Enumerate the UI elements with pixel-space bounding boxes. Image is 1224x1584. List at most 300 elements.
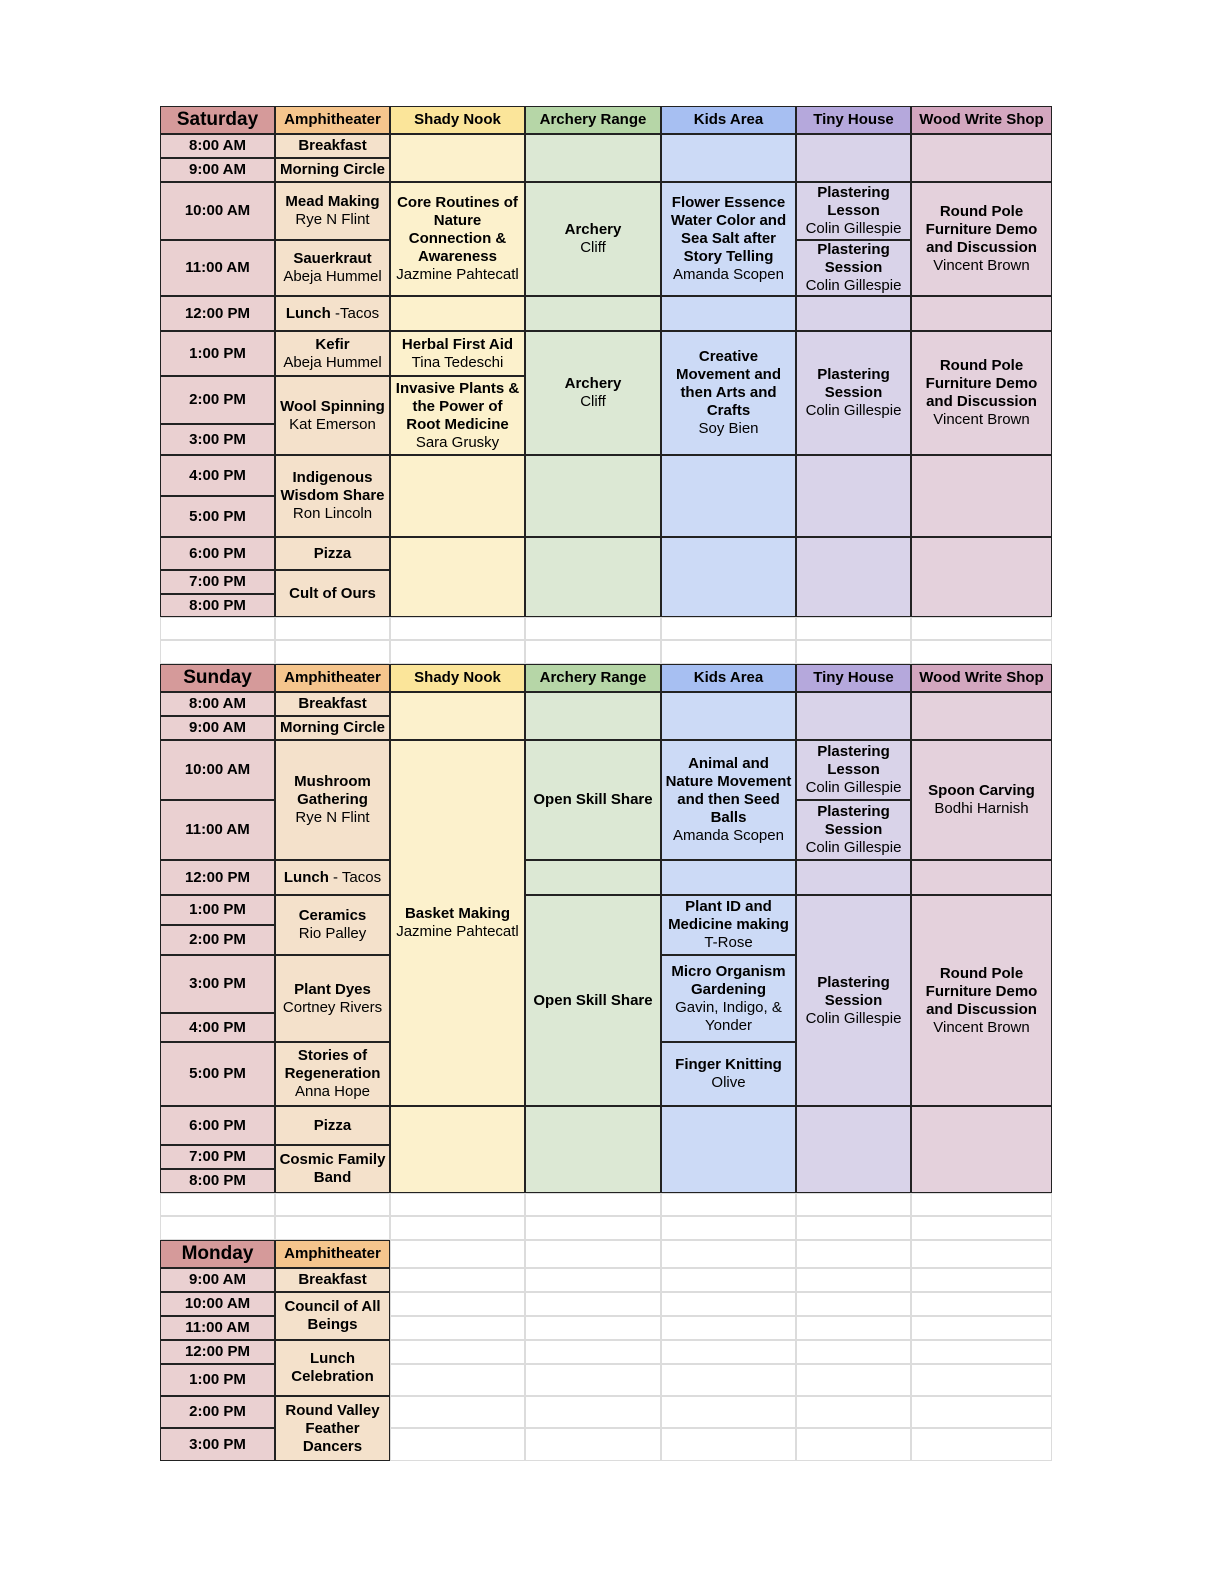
time-cell [160,895,275,925]
time-cell-label: 10:00 AM [184,202,251,219]
time-cell-label: 7:00 PM [189,573,246,590]
blank-cell [796,1428,911,1461]
blank-cell [525,1268,661,1292]
blank-cell [911,640,1052,664]
blank-cell [390,1216,525,1240]
event-presenter: Jazmine Pahtecatl [396,266,519,283]
blank-cell [525,640,661,664]
time-cell [160,1145,275,1169]
event-sat-wood-pm [911,331,1052,455]
event-sun-wood-spoon [911,740,1052,860]
event-title [279,773,386,809]
venue-header-kids-area-label: Kids Area [693,669,764,686]
time-cell [160,1292,275,1316]
empty-slot [661,537,796,617]
event-presenter: Cortney Rivers [282,998,383,1016]
time-cell-label: 4:00 PM [189,466,246,484]
time-cell [160,376,275,424]
time-cell-label: 4:00 PM [189,1018,246,1036]
blank-cell [661,1216,796,1240]
venue-header-wood-write-shop-label: Wood Write Shop [919,669,1044,686]
time-cell [160,692,275,716]
blank-cell [525,1396,661,1428]
time-cell [160,925,275,955]
event-title-text: Spoon Carving [928,782,1035,799]
time-cell-label: 2:00 PM [189,391,246,408]
event-sun-amph-breakfast [275,692,390,716]
event-sun-kids-micro [661,955,796,1042]
event-title-text: Pizza [313,544,352,562]
time-cell-label: 8:00 AM [189,695,246,712]
event-sat-tiny-lesson [796,182,911,240]
blank-cell [275,617,390,640]
event-title-text: Mead Making [285,193,380,210]
day-header-label: Sunday [183,667,252,688]
venue-header-tiny-house [796,106,911,134]
day-header-label: Monday [181,1243,254,1264]
event-title [800,974,907,1010]
event-sun-amph-lunch [275,860,390,895]
event-sat-kids-creative [661,331,796,455]
blank-cell [390,1316,525,1340]
event-title [665,898,792,934]
event-title [298,695,366,713]
event-title-text: Morning Circle [279,161,385,178]
event-title-text: Plant ID and Medicine making [668,898,789,933]
blank-cell [160,617,275,640]
venue-header-amphitheater [275,664,390,692]
time-cell-label: 8:00 PM [189,1172,246,1189]
event-title-text: Round Pole Furniture Demo and Discussion [925,203,1038,256]
event-presenter: Vincent Brown [933,257,1030,274]
event-mon-amph-council [275,1292,390,1340]
blank-cell [796,617,911,640]
event-title [928,782,1035,800]
event-title [299,907,367,925]
time-cell [160,1316,275,1340]
venue-header-amphitheater [275,1240,390,1268]
event-title [293,250,371,268]
event-presenter: Tina Tedeschi [411,353,504,371]
blank-cell [796,1240,911,1268]
event-presenter: Ron Lincoln [292,505,373,522]
empty-slot [390,1106,525,1193]
blank-cell [911,1364,1052,1396]
event-presenter: Cliff [580,239,606,256]
blank-cell [911,1292,1052,1316]
event-sun-amph-pizza [275,1106,390,1145]
event-title [665,348,792,420]
event-title-text: Lunch [285,304,331,322]
empty-slot [911,455,1052,537]
event-sun-tiny-session-am [796,800,911,860]
event-title [280,398,385,416]
event-title-text: Ceramics [298,907,367,924]
event-presenter: Vincent Brown [933,1018,1030,1036]
blank-cell [911,1316,1052,1340]
time-cell-label: 11:00 AM [185,821,250,838]
event-presenter: Kat Emerson [289,415,376,433]
blank-cell [661,1268,796,1292]
event-sun-shady-basket [390,740,525,1106]
event-title-text: Creative Movement and then Arts and Crafts [675,348,781,419]
event-title-text: Plant Dyes [294,980,371,998]
event-title-text: Open Skill Share [533,791,653,808]
time-cell [160,496,275,537]
event-title-text: Pizza [313,1116,352,1134]
event-mon-amph-lunch [275,1340,390,1396]
event-sat-amph-indigenous [275,455,390,537]
venue-header-archery-range [525,106,661,134]
time-cell [160,455,275,496]
time-cell-label: 9:00 AM [189,161,246,178]
event-presenter: Cliff [580,393,606,410]
empty-slot [661,1106,796,1193]
time-cell [160,1042,275,1106]
event-title [800,184,907,220]
empty-slot [390,296,525,331]
blank-cell [160,1216,275,1240]
empty-slot [390,134,525,182]
blank-cell [525,1292,661,1316]
event-title-text: Core Routines of Nature Connection & Awareness [397,194,518,265]
venue-header-archery-range-label: Archery Range [539,111,647,128]
venue-header-kids-area [661,664,796,692]
time-cell [160,158,275,182]
event-title [800,803,907,839]
event-title [402,336,513,354]
event-title [533,791,652,809]
empty-slot [911,134,1052,182]
event-title [394,380,521,434]
event-title-text: Lunch Celebration [291,1350,374,1385]
event-title [915,965,1048,1019]
event-presenter: Sara Grusky [415,433,500,451]
event-sat-shady-core [390,182,525,296]
blank-cell [525,1428,661,1461]
event-title [279,1298,386,1334]
event-sat-kids-flower [661,182,796,296]
time-cell-label: 9:00 AM [189,1271,246,1288]
event-sun-wood-pm [911,895,1052,1106]
time-cell-label: 3:00 PM [189,975,246,992]
venue-header-kids-area [661,106,796,134]
time-cell [160,1364,275,1396]
blank-cell [661,1316,796,1340]
empty-slot [390,455,525,537]
event-presenter: Anna Hope [294,1083,371,1100]
event-presenter: Amanda Scopen [673,827,784,844]
event-title [294,981,371,999]
venue-header-archery-range [525,664,661,692]
event-presenter: Amanda Scopen [673,266,784,283]
time-cell-label: 5:00 PM [189,507,246,525]
event-title [665,194,792,266]
time-cell-label: 11:00 AM [185,259,250,276]
event-sun-amph-morning-circle [275,716,390,740]
event-title-text: Cosmic Family Band [279,1151,386,1186]
time-cell-label: 1:00 PM [189,901,246,918]
venue-header-amphitheater [275,106,390,134]
empty-slot [390,692,525,740]
event-sat-arch-am [525,182,661,296]
blank-cell [911,617,1052,640]
blank-cell [796,1268,911,1292]
blank-cell [275,1216,390,1240]
event-title [284,869,381,887]
event-title [915,203,1048,257]
blank-cell [390,617,525,640]
event-presenter: Colin Gillespie [805,220,902,237]
blank-cell [661,1428,796,1461]
blank-cell [661,1240,796,1268]
event-title [405,905,510,923]
empty-slot [796,860,911,895]
blank-cell [911,1216,1052,1240]
event-title [314,545,352,563]
empty-slot [525,692,661,740]
event-title-text: Lunch [283,868,329,886]
event-presenter: Colin Gillespie [805,839,902,856]
event-presenter: Jazmine Pahtecatl [396,923,519,940]
event-title [665,755,792,827]
event-title [800,241,907,277]
event-title [665,963,792,999]
time-cell [160,1396,275,1428]
event-sat-amph-wool [275,376,390,455]
empty-slot [796,134,911,182]
time-cell [160,570,275,594]
event-sat-shady-herbal [390,331,525,376]
event-title-text: Basket Making [404,905,511,922]
event-title [315,336,349,354]
time-cell [160,1428,275,1461]
event-sun-amph-dyes [275,955,390,1042]
blank-cell [525,617,661,640]
blank-cell [390,1292,525,1316]
event-title-text: Mushroom Gathering [294,773,371,808]
blank-cell [390,1428,525,1461]
event-presenter: Colin Gillespie [805,402,902,419]
event-title-text: Plastering Session [817,241,890,276]
empty-slot [661,296,796,331]
time-cell-label: 10:00 AM [184,1295,251,1312]
empty-slot [525,134,661,182]
time-cell [160,1340,275,1364]
time-cell-label: 6:00 PM [189,1116,246,1134]
event-title [298,137,366,155]
event-title-text: Plastering Session [817,803,890,838]
empty-slot [525,296,661,331]
blank-cell [390,640,525,664]
blank-cell [661,617,796,640]
blank-cell [525,1216,661,1240]
event-title-text: Plastering Session [817,973,890,1009]
venue-header-tiny-house-label: Tiny House [813,111,894,128]
venue-header-archery-range-label: Archery Range [539,669,647,686]
time-cell [160,1169,275,1193]
event-presenter: Abeja Hummel [283,353,382,371]
venue-header-shady-nook-label: Shady Nook [414,111,501,128]
event-presenter: Bodhi Harnish [934,800,1029,817]
day-header [160,106,275,134]
time-cell [160,240,275,296]
venue-header-amphitheater-label: Amphitheater [284,1245,381,1262]
event-sun-arch-am [525,740,661,860]
time-cell [160,537,275,570]
empty-slot [661,860,796,895]
event-sun-amph-stories [275,1042,390,1106]
blank-cell [661,1292,796,1316]
event-title [915,357,1048,411]
event-title-text: Indigenous Wisdom Share [280,469,385,504]
time-cell [160,594,275,617]
time-cell-label: 8:00 PM [189,596,246,614]
venue-header-amphitheater-label: Amphitheater [284,111,381,128]
time-cell-label: 9:00 AM [189,719,246,736]
event-title-text: Plastering Lesson [817,743,890,778]
event-title-suffix: -Tacos [330,304,380,322]
time-cell [160,955,275,1013]
time-cell-label: 2:00 PM [189,931,246,948]
venue-header-shady-nook-label: Shady Nook [414,669,501,686]
blank-cell [796,1193,911,1216]
event-title-text: Kefir [315,335,350,353]
blank-cell [796,1340,911,1364]
blank-cell [390,1340,525,1364]
event-title [533,992,652,1010]
event-title-text: Sauerkraut [293,250,372,267]
blank-cell [390,1396,525,1428]
event-title-text: Flower Essence Water Color and Sea Salt after Story Telling [670,194,787,265]
time-cell-label: 12:00 PM [184,868,251,886]
empty-slot [911,537,1052,617]
event-title [800,743,907,779]
event-presenter: Gavin, Indigo, & Yonder [675,998,782,1034]
event-title-text: Morning Circle [279,719,385,736]
event-presenter: Soy Bien [698,420,759,437]
venue-header-tiny-house [796,664,911,692]
event-title [394,194,521,266]
time-cell [160,424,275,455]
event-sat-amph-mead [275,182,390,240]
venue-header-wood-write-shop [911,664,1052,692]
blank-cell [525,1364,661,1396]
event-sat-amph-breakfast [275,134,390,158]
empty-slot [525,455,661,537]
blank-cell [525,1316,661,1340]
blank-cell [661,640,796,664]
event-sat-amph-cult [275,570,390,617]
event-sat-shady-invasive [390,376,525,455]
blank-cell [911,1268,1052,1292]
event-presenter: Colin Gillespie [805,1009,902,1027]
empty-slot [911,1106,1052,1193]
venue-header-shady-nook [390,664,525,692]
event-sun-arch-pm [525,895,661,1106]
event-sat-tiny-session-pm [796,331,911,455]
time-cell [160,182,275,240]
event-title-text: Stories of Regeneration [284,1047,381,1082]
event-sat-amph-pizza [275,537,390,570]
time-cell-label: 1:00 PM [189,1371,246,1388]
event-title [314,1117,352,1135]
blank-cell [160,640,275,664]
event-title [279,1047,386,1083]
blank-cell [390,1364,525,1396]
event-sat-amph-sauerkraut [275,240,390,296]
event-presenter: T-Rose [704,934,753,951]
event-title [289,585,376,603]
event-sat-arch-pm [525,331,661,455]
empty-slot [911,296,1052,331]
day-header [160,1240,275,1268]
event-title-text: Open Skill Share [533,991,653,1009]
empty-slot [661,455,796,537]
event-title-text: Archery [564,375,622,392]
empty-slot [390,537,525,617]
blank-cell [661,1364,796,1396]
time-cell-label: 12:00 PM [184,304,251,322]
empty-slot [911,860,1052,895]
empty-slot [796,296,911,331]
time-cell-label: 5:00 PM [189,1065,246,1082]
event-title [279,469,386,505]
event-mon-amph-feather [275,1396,390,1461]
event-title-text: Breakfast [298,1271,367,1288]
event-sat-amph-kefir [275,331,390,376]
venue-header-wood-write-shop [911,106,1052,134]
blank-cell [796,1216,911,1240]
time-cell-label: 3:00 PM [189,430,246,448]
event-sat-wood-am [911,182,1052,296]
event-title [298,1271,366,1289]
venue-header-kids-area-label: Kids Area [693,111,764,128]
event-title-text: Breakfast [298,137,367,154]
empty-slot [796,455,911,537]
event-sun-kids-animal [661,740,796,860]
blank-cell [796,640,911,664]
event-sun-amph-mushroom [275,740,390,860]
event-title [285,193,379,211]
time-cell [160,1106,275,1145]
time-cell [160,1268,275,1292]
event-title-text: Invasive Plants & the Power of Root Medicine [395,379,520,433]
event-title [675,1056,782,1074]
blank-cell [390,1240,525,1268]
time-cell-label: 11:00 AM [185,1319,250,1336]
time-cell [160,860,275,895]
event-presenter: Colin Gillespie [805,779,902,796]
event-sun-amph-cosmic [275,1145,390,1193]
event-sat-tiny-session-am [796,240,911,296]
event-title-text: Wool Spinning [280,397,385,415]
empty-slot [661,134,796,182]
empty-slot [661,692,796,740]
event-title-text: Micro Organism Gardening [671,962,786,998]
time-cell-label: 1:00 PM [189,344,246,362]
event-mon-amph-breakfast [275,1268,390,1292]
venue-header-wood-write-shop-label: Wood Write Shop [919,111,1044,128]
time-cell-label: 6:00 PM [189,544,246,562]
event-title-text: Plastering Lesson [817,184,890,219]
event-title-text: Council of All Beings [284,1298,381,1333]
empty-slot [796,537,911,617]
time-cell-label: 12:00 PM [184,1343,251,1360]
time-cell-label: 10:00 AM [184,761,251,778]
blank-cell [525,1340,661,1364]
event-title [279,1402,386,1456]
